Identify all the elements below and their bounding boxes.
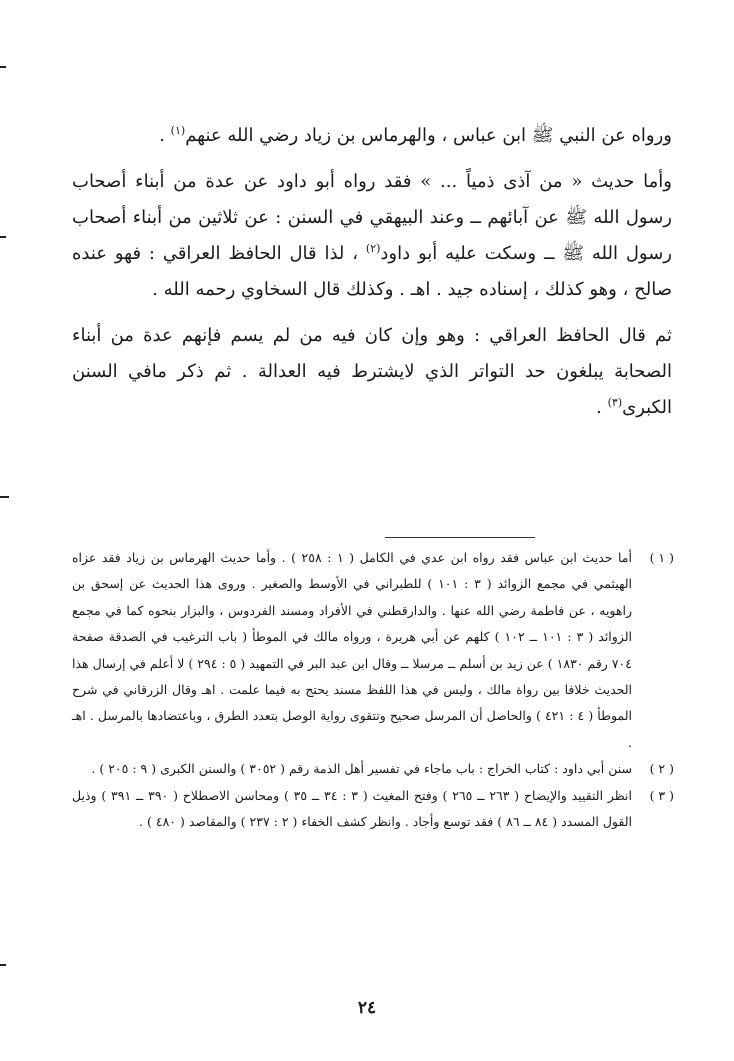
footnotes bbox=[72, 545, 674, 835]
footnote-ref[interactable]: (٣) bbox=[607, 396, 623, 409]
footnote-text: سنن أبي داود : كتاب الخراج : باب ماجاء في تفسير أهل الذمة رقم ( ٣٠٥٢ ) والسنن الكبرى ( ٩ : ٢٠٥ ) . bbox=[91, 761, 632, 777]
footnote-ref[interactable]: (٢) bbox=[365, 242, 381, 255]
footnote-separator bbox=[385, 537, 535, 538]
paragraph: ورواه عن النبي ﷺ ابن عباس ، والهرماس بن زياد رضي الله عنهم$^{(١)}$ . bbox=[159, 124, 672, 146]
margin-mark bbox=[0, 496, 9, 498]
page-number: ٢٤ bbox=[357, 998, 377, 1018]
footnote bbox=[72, 756, 674, 782]
margin-mark bbox=[0, 964, 6, 966]
footnote-number: ( ١ ) bbox=[649, 550, 674, 565]
footnote-number: ( ٢ ) bbox=[649, 761, 674, 777]
footnote-ref[interactable]: (١) bbox=[170, 124, 186, 137]
footnote bbox=[72, 545, 674, 756]
margin-mark bbox=[0, 66, 6, 68]
footnote-text: انظر التقييد والإيضاح ( ٢٦٣ ــ ٢٦٥ ) وفتح المغيث ( ٣ : ٣٤ ــ ٣٥ ) ومحاسن الاصطلاح ( ٣٩٠ ــ ٣٩١ ) وذيل القول المسدد ( ٨٤ ــ ٨٦ ) فقد توسع وأجاد . وانظر كشف الخفاء ( ٢ : ٢٣٧ ) والمقاصد ( ٤٨٠ ) . bbox=[72, 787, 632, 830]
paragraph: ثم قال الحافظ العراقي : وهو وإن كان فيه من لم يسم فإنهم عدة من أبناء الصحابة يبلغون حد التواتر الذي لايشترط فيه العدالة . ثم ذكر مافي السنن الكبرى$^{(٣)}$ . bbox=[72, 325, 672, 418]
margin-mark bbox=[0, 236, 6, 238]
main-text bbox=[72, 118, 672, 426]
footnote-number: ( ٣ ) bbox=[649, 787, 674, 803]
footnote bbox=[72, 783, 674, 836]
footnote-text: أما حديث ابن عباس فقد رواه ابن عدي في الكامل ( ١ : ٢٥٨ ) . وأما حديث الهرماس بن زياد فقد عزاه الهيثمي في مجمع الزوائد ( ٣ : ١٠١ ) للطبراني في الأوسط والصغير . وروى هذا الحديث عن إسحق بن راهويه ، عن فاطمة رضي الله عنها . والدارقطني في الأفراد ومسند الفردوس ، والبزار بنحوه كما في مجمع الزوائد ( ٣ : ١٠١ ــ ١٠٢ ) كلهم عن أبي هريرة ، ورواه مالك في الموطأ ( باب الترغيب في الصدقة صفحة ٧٠٤ رقم ١٨٣٠ ) عن زيد بن أسلم ــ مرسلا ــ وقال ابن عبد البر في التمهيد ( ٥ : ٢٩٤ ) لا أعلم في إرسال هذا الحديث خلافا بين رواة مالك ، وليس في هذا اللفظ مسند يحتج به فيما علمت . اهـ وقال الزرقاني في شرح الموطأ ( ٤ : ٤٢١ ) والحاصل أن المرسل صحيح وتتقوى رواية الوصل بتعدد الطرق ، وباعتضادها بالمرسل . اهـ . bbox=[72, 550, 633, 750]
paragraph: وأما حديث « من آذى ذمياً ... » فقد رواه أبو داود عن عدة من أبناء أصحاب رسول الله ﷺ عن آبائهم ــ وعند البيهقي في السنن : عن ثلاثين من أبناء أصحاب رسول الله ﷺ ــ وسكت عليه أبو داود$^{(٢)}$ ، لذا قال الحافظ العراقي : فهو عنده صالح ، وهو كذلك ، إسناده جيد . اهـ . وكذلك قال السخاوي رحمه الله . bbox=[72, 171, 672, 300]
